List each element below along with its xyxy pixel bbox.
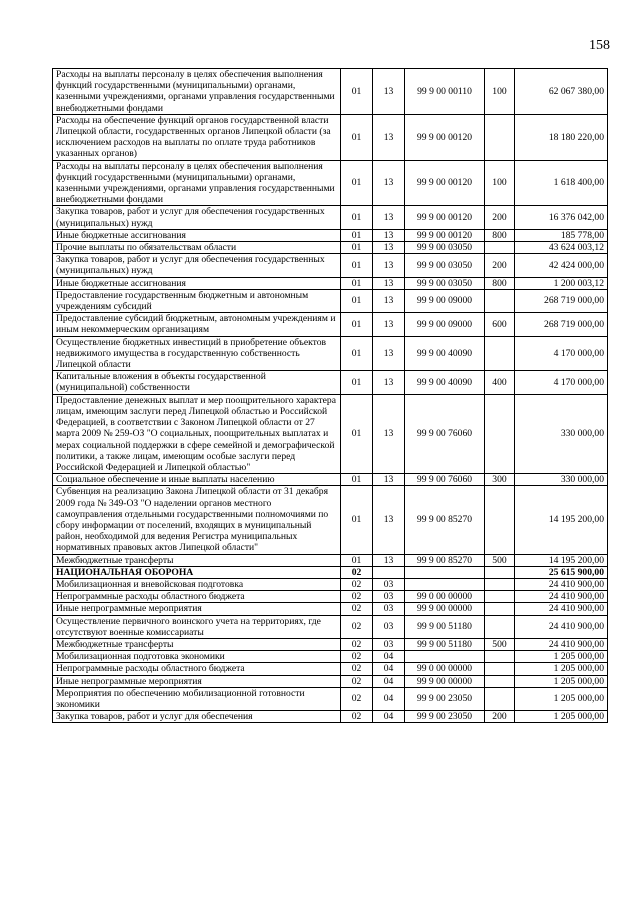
expense-type-code-cell: [485, 578, 515, 590]
expense-name-cell: Прочие выплаты по обязательствам области: [53, 242, 341, 254]
subsection-code-cell: 13: [373, 114, 405, 160]
expense-name-cell: Закупка товаров, работ и услуг для обеспечения: [53, 711, 341, 723]
target-article-code-cell: 99 9 00 03050: [405, 242, 485, 254]
amount-cell: 1 205 000,00: [515, 675, 608, 687]
expense-name-cell: Иные бюджетные ассигнования: [53, 229, 341, 241]
expense-type-code-cell: [485, 336, 515, 371]
expense-type-code-cell: [485, 615, 515, 638]
subsection-code-cell: 13: [373, 486, 405, 554]
expense-name-cell: Осуществление бюджетных инвестиций в приобретение объектов недвижимого имущества в государственную собственность Липецкой области: [53, 336, 341, 371]
expense-name-cell: Капитальные вложения в объекты государственной (муниципальной) собственности: [53, 371, 341, 394]
subsection-code-cell: 13: [373, 371, 405, 394]
target-article-code-cell: 99 9 00 00110: [405, 69, 485, 115]
expense-type-code-cell: 400: [485, 371, 515, 394]
section-code-cell: 02: [341, 675, 373, 687]
table-row: [53, 687, 608, 710]
budget-table: [52, 68, 608, 723]
table-row: [53, 474, 608, 486]
table-row: [53, 114, 608, 160]
expense-name-cell: Непрограммные расходы областного бюджета: [53, 663, 341, 675]
subsection-code-cell: 13: [373, 313, 405, 336]
expense-type-code-cell: [485, 566, 515, 578]
amount-cell: 1 205 000,00: [515, 687, 608, 710]
expense-name-cell: Закупка товаров, работ и услуг для обеспечения государственных (муниципальных) нужд: [53, 206, 341, 229]
table-row: [53, 289, 608, 312]
subsection-code-cell: 13: [373, 69, 405, 115]
expense-type-code-cell: [485, 603, 515, 615]
section-code-cell: 01: [341, 254, 373, 277]
target-article-code-cell: 99 9 00 23050: [405, 687, 485, 710]
amount-cell: 4 170 000,00: [515, 336, 608, 371]
table-row: [53, 371, 608, 394]
section-code-cell: 02: [341, 615, 373, 638]
target-article-code-cell: 99 9 00 40090: [405, 336, 485, 371]
subsection-code-cell: 13: [373, 254, 405, 277]
amount-cell: 14 195 200,00: [515, 486, 608, 554]
target-article-code-cell: 99 0 00 00000: [405, 663, 485, 675]
table-row: [53, 206, 608, 229]
amount-cell: 24 410 900,00: [515, 578, 608, 590]
expense-name-cell: Иные бюджетные ассигнования: [53, 277, 341, 289]
amount-cell: 1 205 000,00: [515, 711, 608, 723]
amount-cell: 24 410 900,00: [515, 638, 608, 650]
amount-cell: 16 376 042,00: [515, 206, 608, 229]
subsection-code-cell: 04: [373, 711, 405, 723]
section-code-cell: 02: [341, 566, 373, 578]
expense-type-code-cell: 100: [485, 160, 515, 206]
expense-name-cell: Иные непрограммные мероприятия: [53, 603, 341, 615]
expense-name-cell: Иные непрограммные мероприятия: [53, 675, 341, 687]
section-code-cell: 02: [341, 591, 373, 603]
amount-cell: 185 778,00: [515, 229, 608, 241]
target-article-code-cell: 99 9 00 40090: [405, 371, 485, 394]
target-article-code-cell: 99 9 00 85270: [405, 486, 485, 554]
table-row: [53, 651, 608, 663]
section-code-cell: 02: [341, 638, 373, 650]
section-code-cell: 01: [341, 371, 373, 394]
table-row: [53, 160, 608, 206]
amount-cell: 268 719 000,00: [515, 289, 608, 312]
section-code-cell: 01: [341, 474, 373, 486]
amount-cell: 1 205 000,00: [515, 651, 608, 663]
amount-cell: 1 200 003,12: [515, 277, 608, 289]
expense-type-code-cell: [485, 114, 515, 160]
target-article-code-cell: 99 9 00 00120: [405, 206, 485, 229]
expense-name-cell: Социальное обеспечение и иные выплаты населению: [53, 474, 341, 486]
target-article-code-cell: 99 9 00 09000: [405, 313, 485, 336]
amount-cell: 24 410 900,00: [515, 615, 608, 638]
subsection-code-cell: 04: [373, 651, 405, 663]
section-code-cell: 02: [341, 711, 373, 723]
expense-name-cell: Расходы на выплаты персоналу в целях обеспечения выполнения функций государственными (муниципальными) органами, казенными учреждениями, органами управления государственными внебюджетными фондами: [53, 160, 341, 206]
table-row: [53, 591, 608, 603]
amount-cell: 24 410 900,00: [515, 591, 608, 603]
target-article-code-cell: 99 9 00 76060: [405, 394, 485, 473]
subsection-code-cell: 13: [373, 394, 405, 473]
expense-type-code-cell: 800: [485, 277, 515, 289]
section-code-cell: 01: [341, 206, 373, 229]
target-article-code-cell: [405, 578, 485, 590]
table-row: [53, 336, 608, 371]
expense-type-code-cell: [485, 651, 515, 663]
expense-type-code-cell: 500: [485, 638, 515, 650]
subsection-code-cell: 03: [373, 591, 405, 603]
subsection-code-cell: 13: [373, 160, 405, 206]
expense-name-cell: Мобилизационная подготовка экономики: [53, 651, 341, 663]
section-code-cell: 01: [341, 242, 373, 254]
table-row: [53, 711, 608, 723]
expense-name-cell: Закупка товаров, работ и услуг для обеспечения государственных (муниципальных) нужд: [53, 254, 341, 277]
section-code-cell: 01: [341, 114, 373, 160]
section-code-cell: 01: [341, 277, 373, 289]
section-code-cell: 02: [341, 578, 373, 590]
table-row: [53, 254, 608, 277]
table-row: [53, 603, 608, 615]
expense-name-cell: Предоставление государственным бюджетным и автономным учреждениям субсидий: [53, 289, 341, 312]
expense-name-cell: Предоставление денежных выплат и мер поощрительного характера лицам, имеющим заслуги перед Липецкой областью и Российской Федерацией, в соответствии с Законом Липецкой области от 27 марта 2009 № 259-ОЗ "О социальных, поощрительных выплатах и мерах социальной поддержки в сфере семейной и демографической политики, а также лицам, имеющим особые заслуги перед Российской Федерацией и Липецкой областью": [53, 394, 341, 473]
table-row: [53, 638, 608, 650]
target-article-code-cell: 99 9 00 00000: [405, 603, 485, 615]
target-article-code-cell: 99 9 00 76060: [405, 474, 485, 486]
amount-cell: 62 067 380,00: [515, 69, 608, 115]
section-code-cell: 01: [341, 160, 373, 206]
target-article-code-cell: 99 0 00 00000: [405, 591, 485, 603]
section-code-cell: 01: [341, 486, 373, 554]
section-code-cell: 01: [341, 336, 373, 371]
subsection-code-cell: 13: [373, 277, 405, 289]
subsection-code-cell: 03: [373, 603, 405, 615]
expense-type-code-cell: 600: [485, 313, 515, 336]
target-article-code-cell: 99 9 00 00000: [405, 675, 485, 687]
expense-type-code-cell: 800: [485, 229, 515, 241]
expense-type-code-cell: [485, 289, 515, 312]
subsection-code-cell: [373, 566, 405, 578]
target-article-code-cell: 99 9 00 23050: [405, 711, 485, 723]
amount-cell: 1 618 400,00: [515, 160, 608, 206]
table-row: [53, 394, 608, 473]
expense-type-code-cell: [485, 687, 515, 710]
section-code-cell: 02: [341, 651, 373, 663]
subsection-code-cell: 03: [373, 615, 405, 638]
expense-type-code-cell: 200: [485, 206, 515, 229]
amount-cell: 25 615 900,00: [515, 566, 608, 578]
target-article-code-cell: [405, 566, 485, 578]
expense-type-code-cell: 100: [485, 69, 515, 115]
expense-type-code-cell: [485, 486, 515, 554]
amount-cell: 43 624 003,12: [515, 242, 608, 254]
section-code-cell: 01: [341, 229, 373, 241]
subsection-code-cell: 04: [373, 687, 405, 710]
section-code-cell: 02: [341, 687, 373, 710]
target-article-code-cell: 99 9 00 00120: [405, 114, 485, 160]
target-article-code-cell: 99 9 00 00120: [405, 160, 485, 206]
table-row: [53, 615, 608, 638]
expense-name-cell: Межбюджетные трансферты: [53, 554, 341, 566]
amount-cell: 1 205 000,00: [515, 663, 608, 675]
expense-name-cell: Непрограммные расходы областного бюджета: [53, 591, 341, 603]
expense-type-code-cell: 300: [485, 474, 515, 486]
target-article-code-cell: 99 9 00 51180: [405, 615, 485, 638]
expense-name-cell: Мобилизационная и вневойсковая подготовка: [53, 578, 341, 590]
expense-name-cell: Расходы на выплаты персоналу в целях обеспечения выполнения функций государственными (муниципальными) органами, казенными учреждениями, органами управления государственными внебюджетными фондами: [53, 69, 341, 115]
table-row: [53, 277, 608, 289]
section-code-cell: 01: [341, 394, 373, 473]
table-row: [53, 229, 608, 241]
amount-cell: 330 000,00: [515, 394, 608, 473]
amount-cell: 42 424 000,00: [515, 254, 608, 277]
section-code-cell: 01: [341, 69, 373, 115]
target-article-code-cell: 99 9 00 09000: [405, 289, 485, 312]
expense-name-cell: Предоставление субсидий бюджетным, автономным учреждениям и иным некоммерческим организациям: [53, 313, 341, 336]
subsection-code-cell: 13: [373, 336, 405, 371]
expense-name-cell: НАЦИОНАЛЬНАЯ ОБОРОНА: [53, 566, 341, 578]
amount-cell: 330 000,00: [515, 474, 608, 486]
expense-type-code-cell: 200: [485, 254, 515, 277]
subsection-code-cell: 03: [373, 578, 405, 590]
subsection-code-cell: 13: [373, 289, 405, 312]
section-code-cell: 01: [341, 289, 373, 312]
table-row: [53, 675, 608, 687]
table-row: [53, 566, 608, 578]
expense-type-code-cell: 500: [485, 554, 515, 566]
expense-name-cell: Мероприятия по обеспечению мобилизационной готовности экономики: [53, 687, 341, 710]
expense-name-cell: Межбюджетные трансферты: [53, 638, 341, 650]
expense-type-code-cell: [485, 663, 515, 675]
amount-cell: 14 195 200,00: [515, 554, 608, 566]
amount-cell: 268 719 000,00: [515, 313, 608, 336]
subsection-code-cell: 13: [373, 242, 405, 254]
expense-name-cell: Расходы на обеспечение функций органов государственной власти Липецкой области, государственных органов Липецкой области (за исключением расходов на выплаты по оплате труда работников указанных органов): [53, 114, 341, 160]
page-number: 158: [589, 38, 610, 53]
subsection-code-cell: 04: [373, 663, 405, 675]
table-row: [53, 663, 608, 675]
subsection-code-cell: 13: [373, 474, 405, 486]
table-row: [53, 69, 608, 115]
section-code-cell: 01: [341, 313, 373, 336]
table-row: [53, 313, 608, 336]
subsection-code-cell: 03: [373, 638, 405, 650]
table-row: [53, 578, 608, 590]
expense-type-code-cell: [485, 675, 515, 687]
target-article-code-cell: 99 9 00 03050: [405, 277, 485, 289]
amount-cell: 24 410 900,00: [515, 603, 608, 615]
expense-name-cell: Субвенция на реализацию Закона Липецкой области от 31 декабря 2009 года № 349-ОЗ "О наделении органов местного самоуправления отдельными государственными полномочиями по сбору информации от поселений, входящих в муниципальный район, необходимой для ведения Регистра муниципальных нормативных правовых актов Липецкой области": [53, 486, 341, 554]
section-code-cell: 01: [341, 554, 373, 566]
table-row: [53, 242, 608, 254]
subsection-code-cell: 13: [373, 229, 405, 241]
expense-type-code-cell: 200: [485, 711, 515, 723]
expense-type-code-cell: [485, 591, 515, 603]
amount-cell: 4 170 000,00: [515, 371, 608, 394]
budget-table-body: [53, 69, 608, 723]
target-article-code-cell: 99 9 00 03050: [405, 254, 485, 277]
table-row: [53, 486, 608, 554]
target-article-code-cell: 99 9 00 00120: [405, 229, 485, 241]
subsection-code-cell: 13: [373, 206, 405, 229]
expense-type-code-cell: [485, 242, 515, 254]
table-row: [53, 554, 608, 566]
amount-cell: 18 180 220,00: [515, 114, 608, 160]
subsection-code-cell: 13: [373, 554, 405, 566]
section-code-cell: 02: [341, 663, 373, 675]
expense-name-cell: Осуществление первичного воинского учета на территориях, где отсутствуют военные комиссариаты: [53, 615, 341, 638]
subsection-code-cell: 04: [373, 675, 405, 687]
target-article-code-cell: [405, 651, 485, 663]
target-article-code-cell: 99 9 00 51180: [405, 638, 485, 650]
section-code-cell: 02: [341, 603, 373, 615]
target-article-code-cell: 99 9 00 85270: [405, 554, 485, 566]
expense-type-code-cell: [485, 394, 515, 473]
